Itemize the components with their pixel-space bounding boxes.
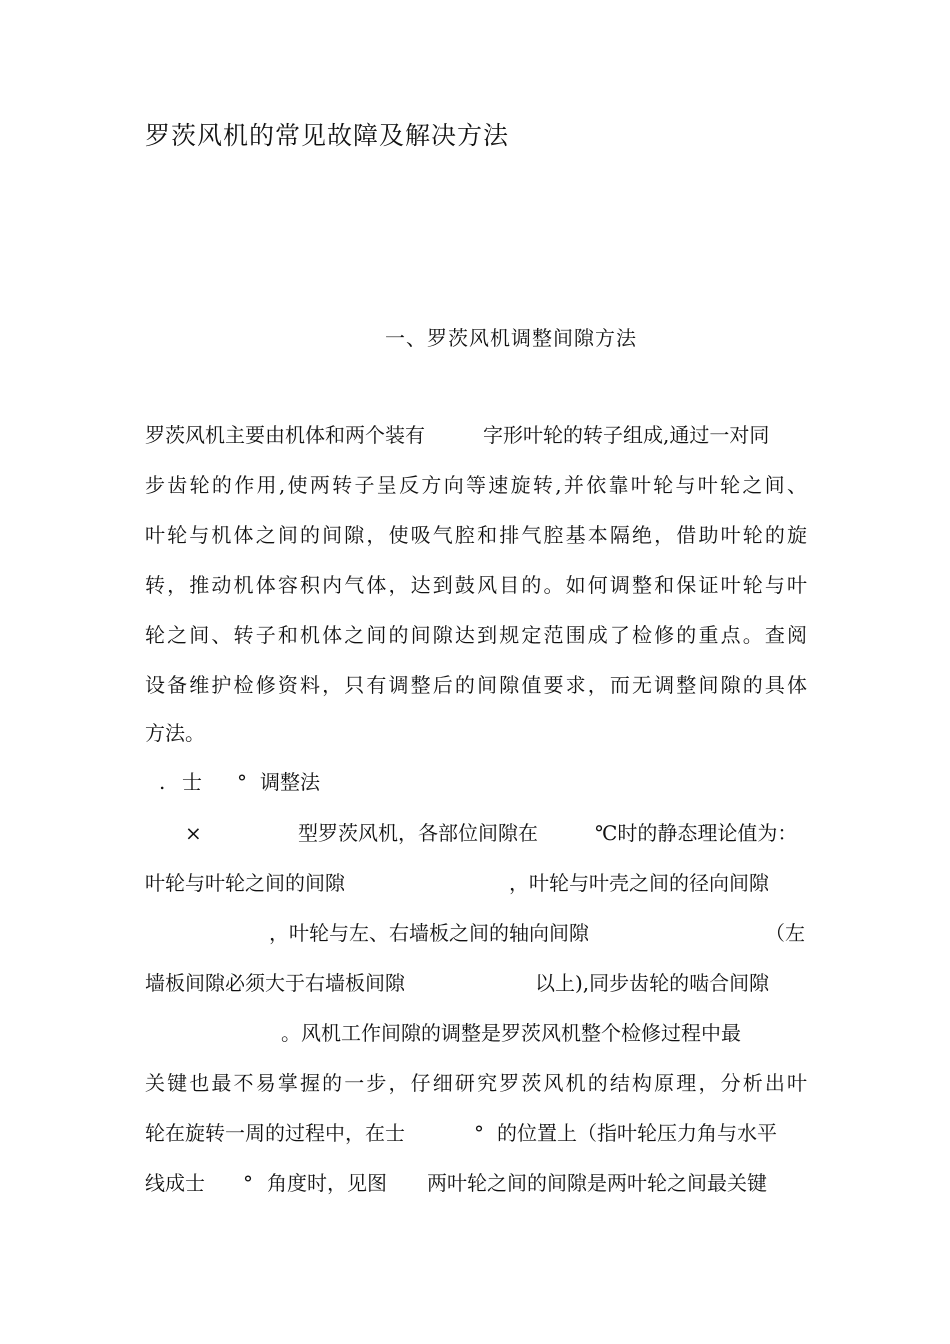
paragraph-line [145,968,807,998]
paragraph-line: 步齿轮的作用,使两转子呈反方向等速旋转,并依靠叶轮与叶轮之间、 [145,473,807,497]
subsection-label: 调整法 [260,770,320,794]
paragraph-text: ° [243,1171,253,1195]
paragraph-line: 关键也最不易掌握的一步，仔细研究罗茨风机的结构原理，分析出叶 [145,1071,807,1095]
paragraph-text: 型罗茨风机，各部位间隙在 [298,821,538,845]
paragraph-text: ，叶轮与叶壳之间的径向间隙 [509,871,769,895]
paragraph-text: 线成士 [145,1171,205,1195]
paragraph-text: 字形叶轮的转子组成,通过一对同 [483,423,770,447]
subsection-dot: . [159,770,166,794]
document-title: 罗茨风机的常见故障及解决方法 [145,121,510,150]
paragraph-line: 设备维护检修资料，只有调整后的间隙值要求，而无调整间隙的具体 [145,673,807,697]
paragraph-line: 叶轮与机体之间的间隙，使吸气腔和排气腔基本隔绝，借助叶轮的旋 [145,523,807,547]
paragraph-line [145,868,807,898]
paragraph-text: 的位置上（指叶轮压力角与水平 [497,1121,777,1145]
paragraph-line [145,918,807,948]
paragraph-text: ℃时的静态理论值为： [595,821,798,845]
subsection-heading [145,767,807,797]
subsection-degree: ° [237,770,247,794]
paragraph-line [145,1168,807,1198]
paragraph-line: 轮之间、转子和机体之间的间隙达到规定范围成了检修的重点。查阅 [145,623,807,647]
paragraph-line: 转，推动机体容积内气体，达到鼓风目的。如何调整和保证叶轮与叶 [145,573,807,597]
paragraph-text: 罗茨风机主要由机体和两个装有 [145,423,425,447]
paragraph-line [145,1018,807,1048]
paragraph-text: ，叶轮与左、右墙板之间的轴向间隙 [269,921,589,945]
paragraph-line [145,818,807,848]
paragraph-text: × [185,821,202,845]
paragraph-text: 以上),同步齿轮的啮合间隙 [535,971,770,995]
paragraph-text: 轮在旋转一周的过程中，在士 [145,1121,405,1145]
paragraph-line [145,420,807,450]
paragraph-text: ° [474,1121,484,1145]
paragraph-line: 方法。 [145,721,205,745]
paragraph-text: 墙板间隙必须大于右墙板间隙 [145,971,405,995]
paragraph-text: 叶轮与叶轮之间的间隙 [145,871,345,895]
paragraph-text: 角度时，见图 [267,1171,387,1195]
paragraph-text: 。风机工作间隙的调整是罗茨风机整个检修过程中最 [281,1021,741,1045]
subsection-symbol: 士 [182,770,202,794]
paragraph-line [145,1118,807,1148]
paragraph-text: 两叶轮之间的间隙是两叶轮之间最关键 [427,1171,767,1195]
paragraph-text: （左 [765,921,805,945]
section-heading: 一、罗茨风机调整间隙方法 [385,326,637,350]
